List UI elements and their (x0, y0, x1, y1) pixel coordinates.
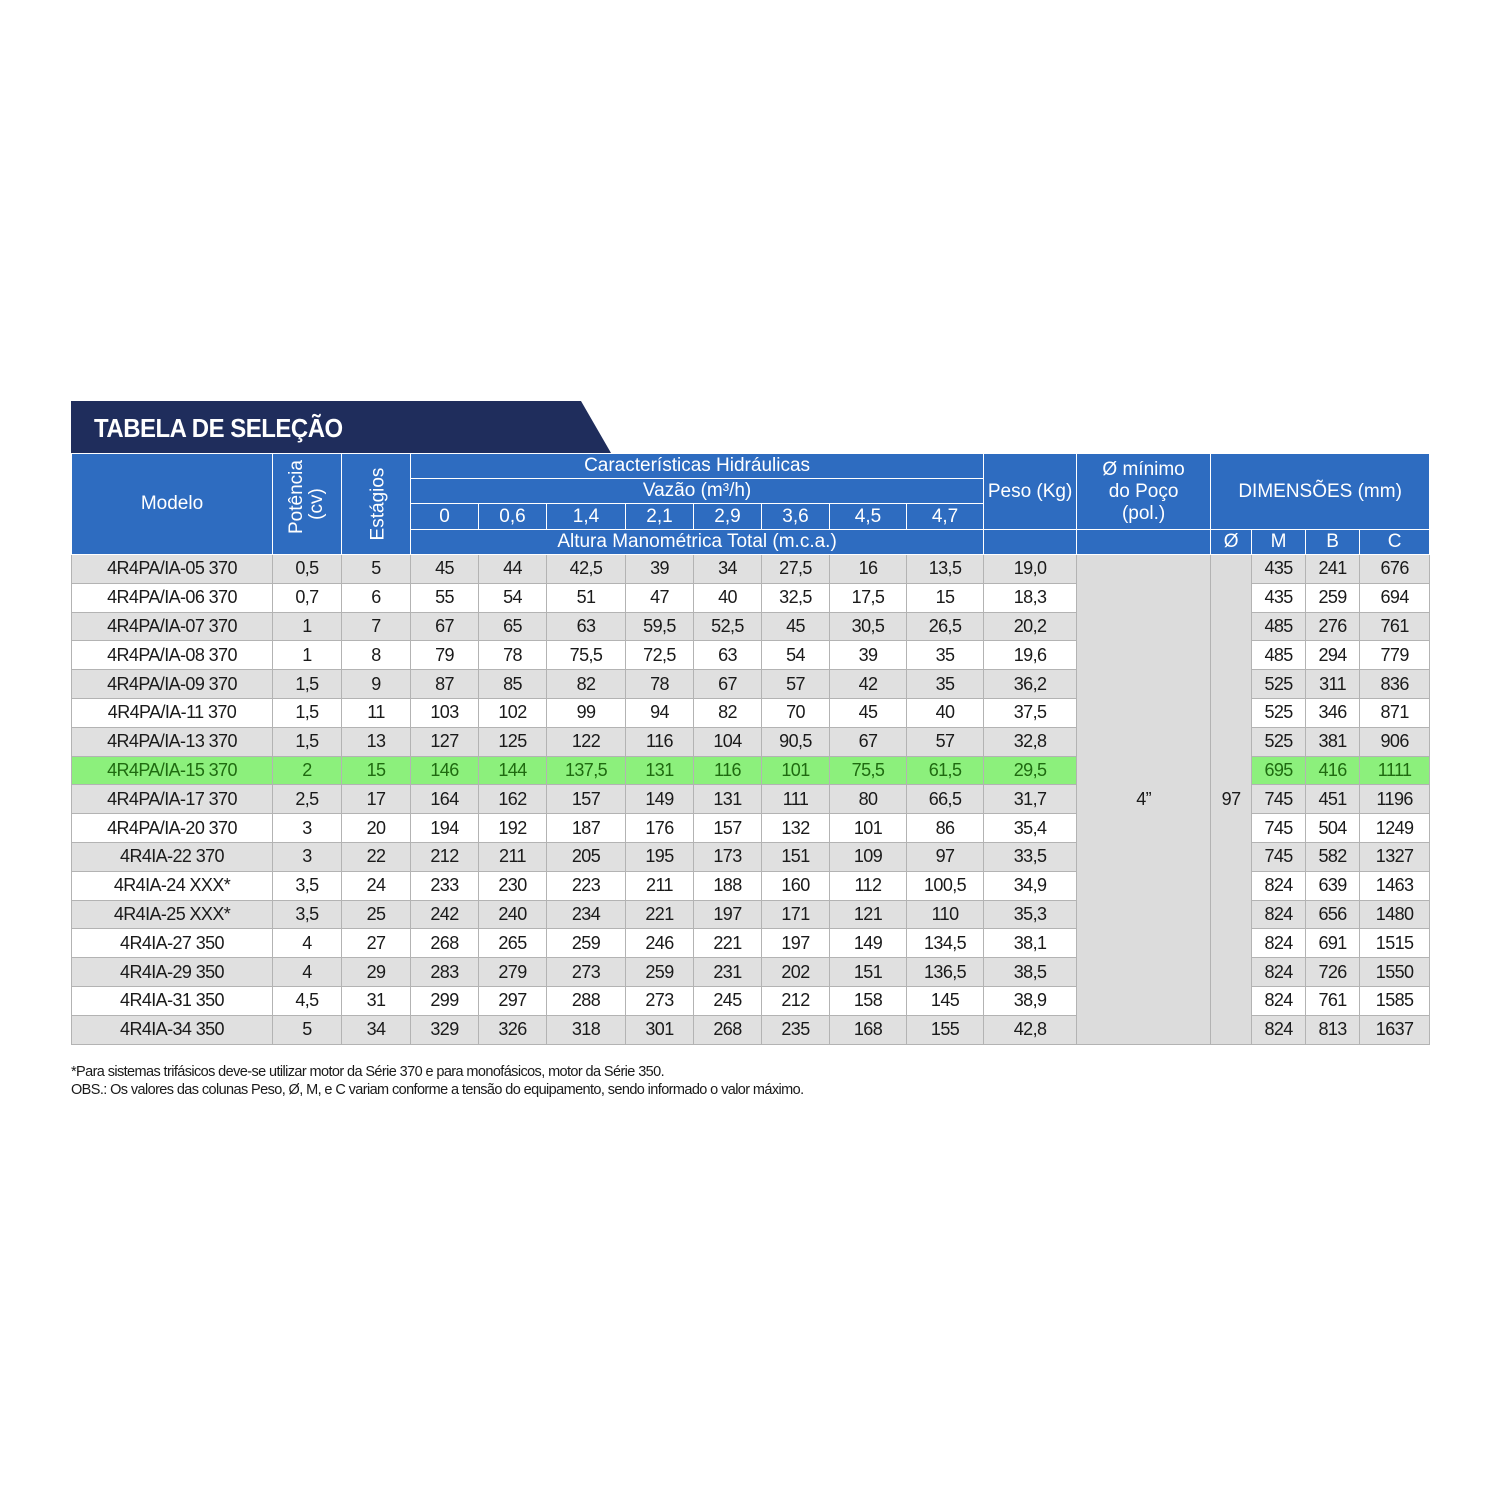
cell-potencia: 3 (273, 814, 342, 843)
cell-potencia: 1,5 (273, 727, 342, 756)
cell-altura: 86 (907, 814, 984, 843)
cell-altura: 101 (762, 756, 830, 785)
cell-altura: 230 (479, 871, 547, 900)
cell-dim-m: 525 (1252, 727, 1306, 756)
cell-altura: 78 (626, 670, 694, 699)
cell-altura: 221 (626, 900, 694, 929)
cell-modelo: 4R4IA-25 XXX* (72, 900, 273, 929)
header-flow-3: 2,1 (626, 504, 694, 530)
cell-estagios: 25 (342, 900, 411, 929)
header-potencia-label: Potência (cv) (286, 459, 327, 534)
cell-altura: 42,5 (547, 555, 626, 584)
cell-altura: 82 (694, 698, 762, 727)
cell-altura: 109 (830, 842, 907, 871)
cell-dim-c: 1480 (1360, 900, 1430, 929)
cell-estagios: 24 (342, 871, 411, 900)
cell-altura: 125 (479, 727, 547, 756)
cell-altura: 265 (479, 929, 547, 958)
header-estagios (342, 454, 411, 555)
cell-dim-b: 813 (1306, 1015, 1360, 1044)
cell-altura: 146 (411, 756, 479, 785)
cell-peso: 34,9 (984, 871, 1077, 900)
cell-potencia: 1 (273, 641, 342, 670)
cell-modelo: 4R4PA/IA-05 370 (72, 555, 273, 584)
cell-altura: 54 (762, 641, 830, 670)
cell-altura: 173 (694, 842, 762, 871)
cell-dim-m: 824 (1252, 929, 1306, 958)
cell-dim-b: 294 (1306, 641, 1360, 670)
cell-altura: 47 (626, 583, 694, 612)
cell-dim-c: 779 (1360, 641, 1430, 670)
cell-altura: 233 (411, 871, 479, 900)
cell-dim-b: 726 (1306, 958, 1360, 987)
header-dim-diam: Ø (1211, 530, 1252, 555)
cell-altura: 137,5 (547, 756, 626, 785)
cell-dim-b: 451 (1306, 785, 1360, 814)
cell-potencia: 3,5 (273, 871, 342, 900)
cell-altura: 127 (411, 727, 479, 756)
cell-dim-c: 1637 (1360, 1015, 1430, 1044)
cell-potencia: 2,5 (273, 785, 342, 814)
header-potencia (273, 454, 342, 555)
cell-modelo: 4R4PA/IA-11 370 (72, 698, 273, 727)
cell-modelo: 4R4IA-29 350 (72, 958, 273, 987)
cell-potencia: 4 (273, 929, 342, 958)
cell-peso: 31,7 (984, 785, 1077, 814)
cell-dim-c: 906 (1360, 727, 1430, 756)
cell-dim-m: 824 (1252, 986, 1306, 1015)
cell-altura: 132 (762, 814, 830, 843)
header-estagios-label: Estágios (367, 467, 389, 541)
cell-peso: 18,3 (984, 583, 1077, 612)
cell-altura: 75,5 (547, 641, 626, 670)
cell-dim-c: 676 (1360, 555, 1430, 584)
cell-altura: 116 (626, 727, 694, 756)
cell-altura: 301 (626, 1015, 694, 1044)
cell-diam-merged: 97 (1211, 555, 1252, 1045)
cell-altura: 101 (830, 814, 907, 843)
cell-altura: 103 (411, 698, 479, 727)
cell-altura: 259 (547, 929, 626, 958)
cell-altura: 162 (479, 785, 547, 814)
cell-altura: 121 (830, 900, 907, 929)
cell-altura: 17,5 (830, 583, 907, 612)
cell-altura: 197 (762, 929, 830, 958)
cell-peso: 38,5 (984, 958, 1077, 987)
header-vazao: Vazão (m³/h) (411, 479, 984, 504)
cell-modelo: 4R4IA-24 XXX* (72, 871, 273, 900)
cell-altura: 111 (762, 785, 830, 814)
cell-altura: 197 (694, 900, 762, 929)
cell-altura: 35 (907, 670, 984, 699)
selection-table (71, 453, 1430, 1045)
cell-altura: 63 (547, 612, 626, 641)
cell-altura: 102 (479, 698, 547, 727)
header-dim-c: C (1360, 530, 1430, 555)
cell-altura: 329 (411, 1015, 479, 1044)
cell-modelo: 4R4PA/IA-13 370 (72, 727, 273, 756)
cell-altura: 80 (830, 785, 907, 814)
cell-altura: 221 (694, 929, 762, 958)
cell-altura: 45 (830, 698, 907, 727)
cell-altura: 59,5 (626, 612, 694, 641)
cell-modelo: 4R4PA/IA-09 370 (72, 670, 273, 699)
cell-dim-c: 1463 (1360, 871, 1430, 900)
cell-altura: 13,5 (907, 555, 984, 584)
cell-dim-b: 346 (1306, 698, 1360, 727)
cell-estagios: 8 (342, 641, 411, 670)
cell-estagios: 20 (342, 814, 411, 843)
cell-altura: 51 (547, 583, 626, 612)
cell-altura: 151 (762, 842, 830, 871)
cell-altura: 116 (694, 756, 762, 785)
cell-altura: 122 (547, 727, 626, 756)
header-altura: Altura Manométrica Total (m.c.a.) (411, 530, 984, 555)
cell-altura: 164 (411, 785, 479, 814)
cell-altura: 157 (694, 814, 762, 843)
cell-altura: 32,5 (762, 583, 830, 612)
cell-dim-b: 276 (1306, 612, 1360, 641)
header-flow-4: 2,9 (694, 504, 762, 530)
cell-peso: 19,6 (984, 641, 1077, 670)
cell-dim-m: 745 (1252, 785, 1306, 814)
cell-peso: 32,8 (984, 727, 1077, 756)
cell-altura: 195 (626, 842, 694, 871)
cell-altura: 70 (762, 698, 830, 727)
cell-altura: 55 (411, 583, 479, 612)
cell-altura: 202 (762, 958, 830, 987)
cell-dim-m: 525 (1252, 698, 1306, 727)
cell-dim-b: 582 (1306, 842, 1360, 871)
header-flow-2: 1,4 (547, 504, 626, 530)
cell-modelo: 4R4IA-22 370 (72, 842, 273, 871)
cell-altura: 72,5 (626, 641, 694, 670)
header-peso: Peso (Kg) (984, 454, 1077, 530)
header-poco: Ø mínimo do Poço (pol.) (1077, 454, 1211, 530)
cell-altura: 268 (694, 1015, 762, 1044)
cell-altura: 205 (547, 842, 626, 871)
cell-altura: 299 (411, 986, 479, 1015)
cell-altura: 27,5 (762, 555, 830, 584)
cell-altura: 40 (907, 698, 984, 727)
cell-estagios: 13 (342, 727, 411, 756)
cell-dim-b: 504 (1306, 814, 1360, 843)
cell-altura: 65 (479, 612, 547, 641)
cell-altura: 223 (547, 871, 626, 900)
cell-dim-b: 259 (1306, 583, 1360, 612)
cell-dim-m: 485 (1252, 612, 1306, 641)
cell-estagios: 11 (342, 698, 411, 727)
cell-dim-b: 639 (1306, 871, 1360, 900)
cell-altura: 39 (626, 555, 694, 584)
cell-dim-c: 1196 (1360, 785, 1430, 814)
cell-altura: 158 (830, 986, 907, 1015)
cell-altura: 297 (479, 986, 547, 1015)
cell-estagios: 27 (342, 929, 411, 958)
cell-estagios: 29 (342, 958, 411, 987)
cell-altura: 45 (762, 612, 830, 641)
cell-estagios: 15 (342, 756, 411, 785)
cell-peso: 37,5 (984, 698, 1077, 727)
cell-dim-m: 435 (1252, 583, 1306, 612)
cell-altura: 63 (694, 641, 762, 670)
cell-altura: 79 (411, 641, 479, 670)
cell-altura: 145 (907, 986, 984, 1015)
cell-altura: 151 (830, 958, 907, 987)
cell-potencia: 3 (273, 842, 342, 871)
cell-dim-c: 1249 (1360, 814, 1430, 843)
cell-estagios: 9 (342, 670, 411, 699)
cell-estagios: 6 (342, 583, 411, 612)
cell-modelo: 4R4PA/IA-20 370 (72, 814, 273, 843)
cell-dim-b: 381 (1306, 727, 1360, 756)
cell-dim-c: 1327 (1360, 842, 1430, 871)
cell-altura: 192 (479, 814, 547, 843)
cell-estagios: 5 (342, 555, 411, 584)
cell-potencia: 4 (273, 958, 342, 987)
cell-peso: 33,5 (984, 842, 1077, 871)
header-flow-7: 4,7 (907, 504, 984, 530)
cell-altura: 234 (547, 900, 626, 929)
cell-modelo: 4R4IA-34 350 (72, 1015, 273, 1044)
cell-altura: 75,5 (830, 756, 907, 785)
cell-dim-m: 435 (1252, 555, 1306, 584)
cell-potencia: 0,7 (273, 583, 342, 612)
cell-dim-m: 824 (1252, 958, 1306, 987)
cell-altura: 318 (547, 1015, 626, 1044)
cell-altura: 67 (830, 727, 907, 756)
cell-potencia: 2 (273, 756, 342, 785)
cell-modelo: 4R4IA-27 350 (72, 929, 273, 958)
cell-altura: 231 (694, 958, 762, 987)
cell-dim-m: 824 (1252, 1015, 1306, 1044)
cell-altura: 94 (626, 698, 694, 727)
cell-altura: 240 (479, 900, 547, 929)
cell-altura: 283 (411, 958, 479, 987)
cell-altura: 26,5 (907, 612, 984, 641)
cell-altura: 326 (479, 1015, 547, 1044)
cell-altura: 112 (830, 871, 907, 900)
header-flow-0: 0 (411, 504, 479, 530)
cell-altura: 99 (547, 698, 626, 727)
cell-estagios: 17 (342, 785, 411, 814)
cell-altura: 67 (694, 670, 762, 699)
cell-altura: 279 (479, 958, 547, 987)
footnote-obs: OBS.: Os valores das colunas Peso, Ø, M, e C variam conforme a tensão do equipamento, sendo informado o valor máximo. (71, 1082, 804, 1098)
cell-potencia: 4,5 (273, 986, 342, 1015)
cell-altura: 42 (830, 670, 907, 699)
cell-dim-c: 1515 (1360, 929, 1430, 958)
cell-dim-c: 694 (1360, 583, 1430, 612)
cell-altura: 57 (762, 670, 830, 699)
cell-peso: 38,1 (984, 929, 1077, 958)
cell-peso: 38,9 (984, 986, 1077, 1015)
cell-potencia: 0,5 (273, 555, 342, 584)
cell-altura: 273 (626, 986, 694, 1015)
cell-dim-c: 1585 (1360, 986, 1430, 1015)
cell-modelo: 4R4PA/IA-17 370 (72, 785, 273, 814)
cell-altura: 34 (694, 555, 762, 584)
cell-altura: 211 (626, 871, 694, 900)
cell-altura: 242 (411, 900, 479, 929)
cell-dim-m: 824 (1252, 871, 1306, 900)
cell-altura: 30,5 (830, 612, 907, 641)
cell-peso: 35,4 (984, 814, 1077, 843)
cell-altura: 87 (411, 670, 479, 699)
cell-dim-b: 241 (1306, 555, 1360, 584)
cell-dim-b: 691 (1306, 929, 1360, 958)
cell-dim-b: 761 (1306, 986, 1360, 1015)
cell-altura: 246 (626, 929, 694, 958)
cell-altura: 160 (762, 871, 830, 900)
cell-potencia: 5 (273, 1015, 342, 1044)
cell-altura: 54 (479, 583, 547, 612)
header-poco-blank (1077, 530, 1211, 555)
cell-altura: 82 (547, 670, 626, 699)
cell-dim-m: 745 (1252, 814, 1306, 843)
cell-dim-c: 1111 (1360, 756, 1430, 785)
cell-modelo: 4R4IA-31 350 (72, 986, 273, 1015)
header-modelo: Modelo (72, 454, 273, 555)
cell-altura: 61,5 (907, 756, 984, 785)
cell-altura: 149 (830, 929, 907, 958)
cell-altura: 131 (694, 785, 762, 814)
cell-modelo: 4R4PA/IA-07 370 (72, 612, 273, 641)
cell-dim-b: 656 (1306, 900, 1360, 929)
cell-potencia: 1 (273, 612, 342, 641)
cell-dim-m: 695 (1252, 756, 1306, 785)
cell-dim-c: 761 (1360, 612, 1430, 641)
cell-peso: 42,8 (984, 1015, 1077, 1044)
cell-altura: 155 (907, 1015, 984, 1044)
cell-dim-b: 416 (1306, 756, 1360, 785)
footnotes (71, 1063, 804, 1099)
title-banner (71, 401, 611, 453)
cell-altura: 110 (907, 900, 984, 929)
header-dim-b: B (1306, 530, 1360, 555)
cell-altura: 235 (762, 1015, 830, 1044)
cell-altura: 131 (626, 756, 694, 785)
cell-peso: 20,2 (984, 612, 1077, 641)
cell-altura: 188 (694, 871, 762, 900)
cell-altura: 15 (907, 583, 984, 612)
cell-peso: 29,5 (984, 756, 1077, 785)
cell-estagios: 7 (342, 612, 411, 641)
cell-altura: 100,5 (907, 871, 984, 900)
header-caracteristicas: Características Hidráulicas (411, 454, 984, 479)
cell-altura: 212 (762, 986, 830, 1015)
cell-potencia: 3,5 (273, 900, 342, 929)
cell-dim-c: 1550 (1360, 958, 1430, 987)
cell-dim-c: 836 (1360, 670, 1430, 699)
cell-altura: 45 (411, 555, 479, 584)
cell-altura: 273 (547, 958, 626, 987)
header-peso-blank (984, 530, 1077, 555)
cell-peso: 35,3 (984, 900, 1077, 929)
cell-dim-m: 525 (1252, 670, 1306, 699)
cell-altura: 85 (479, 670, 547, 699)
cell-altura: 97 (907, 842, 984, 871)
cell-altura: 57 (907, 727, 984, 756)
cell-estagios: 34 (342, 1015, 411, 1044)
cell-modelo: 4R4PA/IA-06 370 (72, 583, 273, 612)
header-flow-5: 3,6 (762, 504, 830, 530)
cell-altura: 211 (479, 842, 547, 871)
cell-altura: 268 (411, 929, 479, 958)
cell-dim-m: 485 (1252, 641, 1306, 670)
cell-altura: 259 (626, 958, 694, 987)
header-flow-1: 0,6 (479, 504, 547, 530)
page-title: TABELA DE SELEÇÃO (94, 413, 343, 443)
cell-altura: 52,5 (694, 612, 762, 641)
cell-estagios: 22 (342, 842, 411, 871)
cell-altura: 168 (830, 1015, 907, 1044)
header-dimensoes: DIMENSÕES (mm) (1211, 454, 1430, 530)
cell-altura: 66,5 (907, 785, 984, 814)
cell-altura: 40 (694, 583, 762, 612)
cell-altura: 157 (547, 785, 626, 814)
cell-altura: 35 (907, 641, 984, 670)
cell-altura: 176 (626, 814, 694, 843)
cell-altura: 136,5 (907, 958, 984, 987)
cell-altura: 44 (479, 555, 547, 584)
cell-dim-m: 824 (1252, 900, 1306, 929)
cell-modelo: 4R4PA/IA-08 370 (72, 641, 273, 670)
cell-dim-c: 871 (1360, 698, 1430, 727)
cell-peso: 36,2 (984, 670, 1077, 699)
cell-altura: 67 (411, 612, 479, 641)
cell-altura: 194 (411, 814, 479, 843)
cell-altura: 90,5 (762, 727, 830, 756)
cell-altura: 144 (479, 756, 547, 785)
cell-altura: 39 (830, 641, 907, 670)
cell-altura: 212 (411, 842, 479, 871)
cell-altura: 245 (694, 986, 762, 1015)
cell-dim-b: 311 (1306, 670, 1360, 699)
cell-altura: 16 (830, 555, 907, 584)
header-flow-6: 4,5 (830, 504, 907, 530)
table-row (72, 555, 1430, 584)
cell-peso: 19,0 (984, 555, 1077, 584)
cell-altura: 134,5 (907, 929, 984, 958)
footnote-asterisk: *Para sistemas trifásicos deve-se utilizar motor da Série 370 e para monofásicos, motor da Série 350. (71, 1064, 665, 1080)
cell-altura: 187 (547, 814, 626, 843)
cell-altura: 104 (694, 727, 762, 756)
cell-potencia: 1,5 (273, 670, 342, 699)
cell-altura: 288 (547, 986, 626, 1015)
cell-altura: 78 (479, 641, 547, 670)
cell-altura: 171 (762, 900, 830, 929)
cell-poco-merged: 4” (1077, 555, 1211, 1045)
cell-dim-m: 745 (1252, 842, 1306, 871)
cell-modelo: 4R4PA/IA-15 370 (72, 756, 273, 785)
cell-potencia: 1,5 (273, 698, 342, 727)
cell-altura: 149 (626, 785, 694, 814)
cell-estagios: 31 (342, 986, 411, 1015)
header-dim-m: M (1252, 530, 1306, 555)
